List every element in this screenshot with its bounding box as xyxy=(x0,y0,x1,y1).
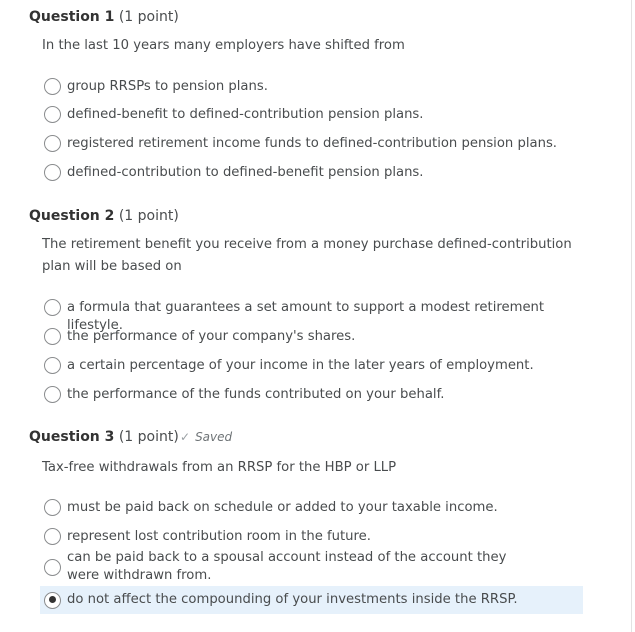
radio-button[interactable] xyxy=(44,386,61,403)
question-points: (1 point) xyxy=(118,208,179,224)
q3-option-4-selected[interactable] xyxy=(40,586,583,614)
q3-option-1[interactable] xyxy=(40,499,583,517)
question-title: Question 1 xyxy=(29,9,115,25)
option-label: a certain percentage of your income in the later years of employment. xyxy=(67,358,534,373)
question-1-prompt: In the last 10 years many employers have shifted from xyxy=(42,38,405,53)
option-label: defined-benefit to defined-contribution pension plans. xyxy=(67,107,424,122)
question-2-prompt: The retirement benefit you receive from a money purchase defined-contribution plan will be based on xyxy=(42,237,572,274)
q2-option-4[interactable] xyxy=(40,386,583,404)
q1-option-2[interactable] xyxy=(40,106,583,124)
radio-button[interactable] xyxy=(44,164,61,181)
question-1-header xyxy=(29,9,179,25)
option-label: defined-contribution to defined-benefit pension plans. xyxy=(67,165,424,180)
radio-button[interactable] xyxy=(44,328,61,345)
q1-option-1[interactable] xyxy=(40,78,583,96)
question-title: Question 3 xyxy=(29,429,115,445)
question-3-prompt: Tax-free withdrawals from an RRSP for the HBP or LLP xyxy=(42,460,397,475)
q3-option-2[interactable] xyxy=(40,528,583,546)
option-label: the performance of your company's shares. xyxy=(67,329,356,344)
radio-button[interactable] xyxy=(44,559,61,576)
radio-button[interactable] xyxy=(44,357,61,374)
radio-button[interactable] xyxy=(44,78,61,95)
option-label: group RRSPs to pension plans. xyxy=(67,79,268,94)
q2-option-2[interactable] xyxy=(40,328,583,346)
radio-button[interactable] xyxy=(44,135,61,152)
saved-status xyxy=(180,430,232,444)
q2-option-3[interactable] xyxy=(40,357,583,375)
question-points: (1 point) xyxy=(118,429,179,445)
q1-option-3[interactable] xyxy=(40,135,583,153)
option-label: can be paid back to a spousal account instead of the account they were withdrawn from. xyxy=(67,550,507,583)
saved-label: Saved xyxy=(195,430,233,444)
radio-button[interactable] xyxy=(44,106,61,123)
radio-button-checked[interactable] xyxy=(44,592,61,609)
radio-button[interactable] xyxy=(44,499,61,516)
question-title: Question 2 xyxy=(29,208,115,224)
q3-option-3[interactable] xyxy=(40,549,583,585)
scrollbar-edge xyxy=(631,0,632,632)
radio-button[interactable] xyxy=(44,299,61,316)
radio-button[interactable] xyxy=(44,528,61,545)
q1-option-4[interactable] xyxy=(40,164,583,182)
option-label: registered retirement income funds to defined-contribution pension plans. xyxy=(67,136,558,151)
question-2-header xyxy=(29,208,179,224)
option-label: represent lost contribution room in the future. xyxy=(67,529,371,544)
checkmark-icon: ✓ xyxy=(180,430,191,444)
option-label: a formula that guarantees a set amount to support a modest retirement lifestyle. xyxy=(67,300,545,333)
question-3-header xyxy=(29,429,179,445)
option-label: do not affect the compounding of your investments inside the RRSP. xyxy=(67,592,518,607)
option-label: the performance of the funds contributed on your behalf. xyxy=(67,387,445,402)
question-points: (1 point) xyxy=(118,9,179,25)
option-label: must be paid back on schedule or added to your taxable income. xyxy=(67,500,498,515)
